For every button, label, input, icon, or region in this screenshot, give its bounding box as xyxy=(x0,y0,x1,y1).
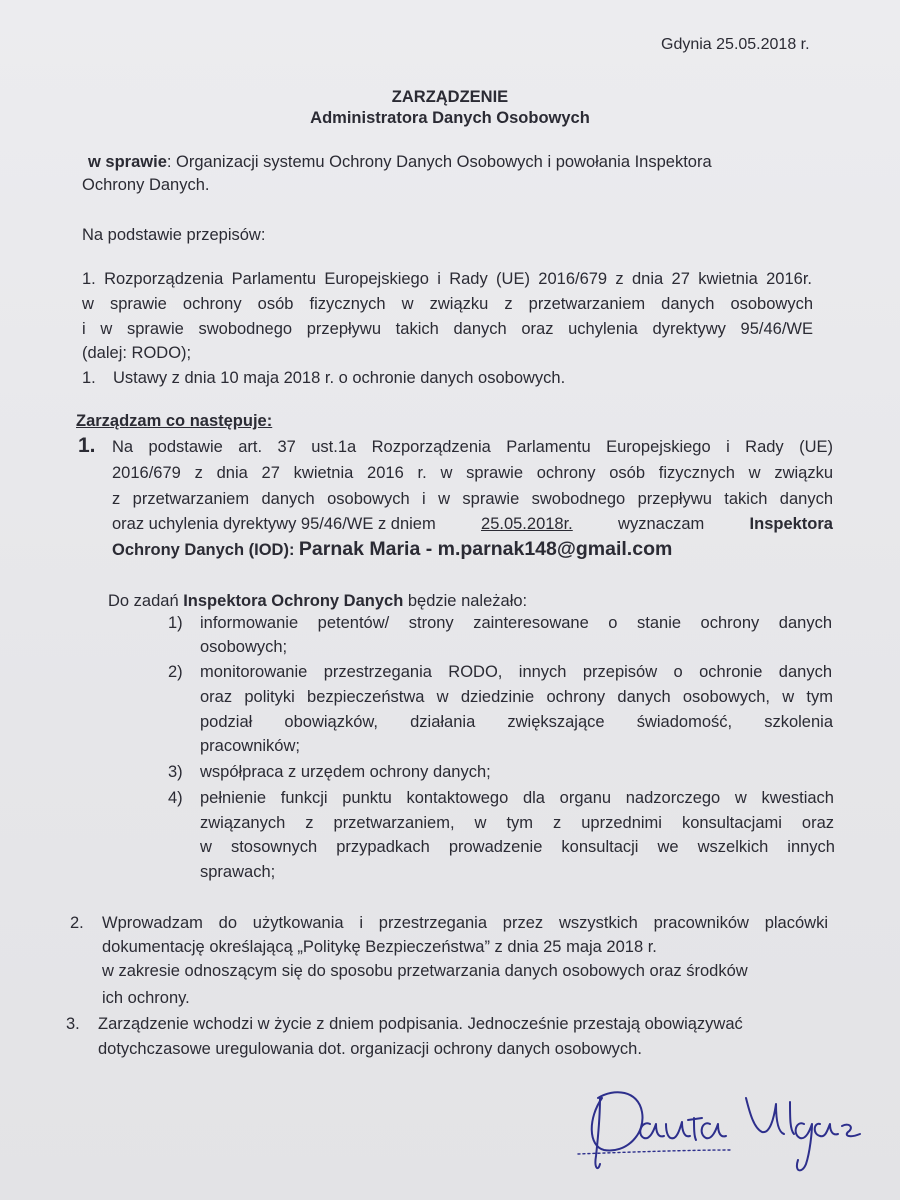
tasks-intro-bold: Inspektora Ochrony Danych xyxy=(183,592,404,610)
handwritten-signature xyxy=(570,1068,870,1178)
iod-name-email: Parnak Maria - m.parnak148@gmail.com xyxy=(298,538,673,560)
task-line: związanych z przetwarzaniem, w tym z uprzednimi konsultacjami oraz xyxy=(200,814,834,832)
task-line: osobowych; xyxy=(200,638,288,656)
task-number: 4) xyxy=(168,789,183,807)
task-number: 2) xyxy=(168,663,183,681)
task-line: oraz polityki bezpieczeństwa w dziedzinie ochrony danych osobowych, w tym xyxy=(200,688,833,706)
order-2-line: Wprowadzam do użytkowania i przestrzegania przez wszystkich pracowników placówki xyxy=(102,914,828,932)
order-1-text: wyznaczam xyxy=(618,515,705,533)
tasks-intro xyxy=(108,592,527,611)
task-line: pełnienie funkcji punktu kontaktowego dla organu nadzorczego w kwestiach xyxy=(200,789,834,807)
iod-label: Inspektora xyxy=(749,515,833,533)
subject-label: w sprawie xyxy=(88,153,167,171)
order-3-line: Zarządzenie wchodzi w życie z dniem podpisania. Jednocześnie przestają obowiązywać xyxy=(98,1015,743,1033)
document-date: Gdynia 25.05.2018 r. xyxy=(661,36,810,53)
task-line: pracowników; xyxy=(200,737,300,755)
basis-item2-number: 1. xyxy=(82,369,96,387)
task-line: sprawach; xyxy=(200,863,276,881)
task-line: informowanie petentów/ strony zainteresowane o stanie ochrony danych xyxy=(200,614,832,632)
document-subtitle: Administratora Danych Osobowych xyxy=(310,109,590,127)
appointment-date: 25.05.2018r. xyxy=(481,515,573,533)
task-number: 3) xyxy=(168,763,183,781)
order-1-line-5 xyxy=(112,538,672,561)
task-line: współpraca z urzędem ochrony danych; xyxy=(200,763,491,781)
task-number: 1) xyxy=(168,614,183,632)
subject-line-1 xyxy=(88,153,712,172)
order-3-line: dotychczasowe uregulowania dot. organizacji ochrony danych osobowych. xyxy=(98,1040,642,1058)
basis-item1-line: w sprawie ochrony osób fizycznych w związku z przetwarzaniem danych osobowych xyxy=(82,295,813,313)
order-1-line: Na podstawie art. 37 ust.1a Rozporządzenia Parlamentu Europejskiego i Rady (UE) xyxy=(112,438,833,456)
order-2-line: ich ochrony. xyxy=(102,989,190,1007)
basis-item1-line: i w sprawie swobodnego przepływu takich danych oraz uchylenia dyrektywy 95/46/WE xyxy=(82,320,813,338)
order-2-line: dokumentację określającą „Politykę Bezpieczeństwa” z dnia 25 maja 2018 r. xyxy=(102,938,657,956)
order-1-line-4 xyxy=(112,515,833,534)
task-line: w stosownych przypadkach prowadzenie konsultacji we wszelkich innych xyxy=(200,838,835,856)
task-line: podział obowiązków, działania zwiększające świadomość, szkolenia xyxy=(200,713,833,731)
order-1-number: 1. xyxy=(78,434,96,457)
basis-intro: Na podstawie przepisów: xyxy=(82,226,266,244)
order-1-line: 2016/679 z dnia 27 kwietnia 2016 r. w sprawie ochrony osób fizycznych w związku xyxy=(112,464,833,482)
order-2-line: w zakresie odnoszącym się do sposobu przetwarzania danych osobowych oraz środków xyxy=(102,962,748,980)
orders-heading: Zarządzam co następuje: xyxy=(76,412,273,430)
subject-text-1: : Organizacji systemu Ochrony Danych Osobowych i powołania Inspektora xyxy=(166,153,712,171)
tasks-intro-text: będzie należało: xyxy=(403,592,528,610)
task-line: monitorowanie przestrzegania RODO, innych przepisów o ochronie danych xyxy=(200,663,832,681)
basis-item1-line: (dalej: RODO); xyxy=(82,344,192,362)
iod-label: Ochrony Danych (IOD): xyxy=(112,541,295,559)
document-title: ZARZĄDZENIE xyxy=(391,88,509,106)
tasks-intro-text: Do zadań xyxy=(108,592,184,610)
order-3-number: 3. xyxy=(66,1015,80,1033)
subject-line-2: Ochrony Danych. xyxy=(82,176,210,194)
basis-item1-line: 1. Rozporządzenia Parlamentu Europejskiego i Rady (UE) 2016/679 z dnia 27 kwietnia 2016r. xyxy=(82,270,812,288)
order-2-number: 2. xyxy=(70,914,84,932)
order-1-text: oraz uchylenia dyrektywy 95/46/WE z dniem xyxy=(112,515,436,533)
order-1-line: z przetwarzaniem danych osobowych i w sprawie swobodnego przepływu takich danych xyxy=(112,490,833,508)
basis-item2-text: Ustawy z dnia 10 maja 2018 r. o ochronie danych osobowych. xyxy=(113,369,566,387)
